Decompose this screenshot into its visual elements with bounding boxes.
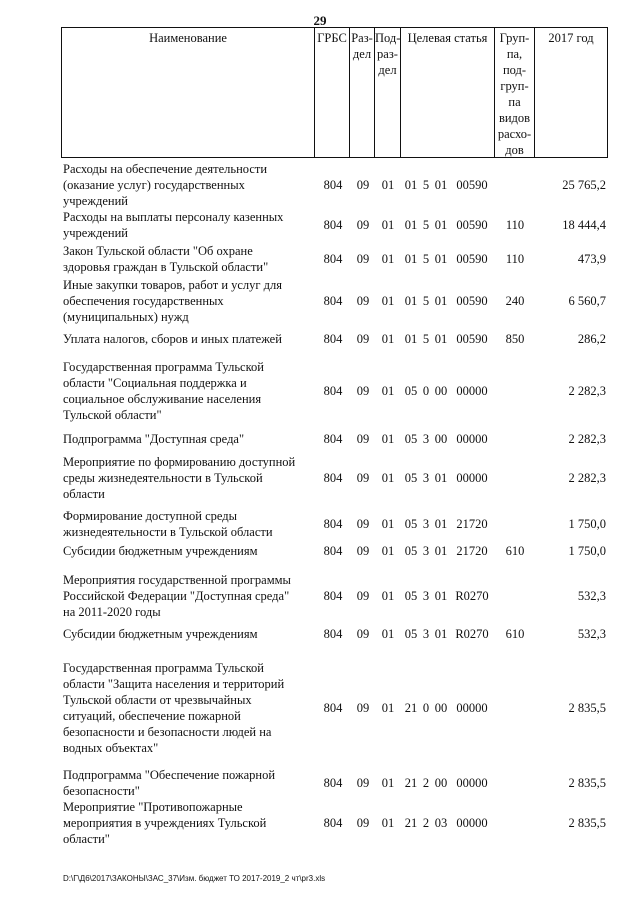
target-direction-cell: R0270 (455, 589, 489, 603)
target-program-cell: 05 (404, 517, 418, 531)
target-subprogram-cell: 3 (422, 589, 430, 603)
target-direction-cell: 00590 (456, 218, 488, 232)
target-subprogram-cell: 5 (422, 178, 430, 192)
target-direction-cell: 00000 (456, 816, 488, 830)
item-name (63, 543, 315, 559)
razdel-cell: 09 (356, 178, 370, 192)
target-program-cell: 21 (404, 776, 418, 790)
grbs-cell: 804 (323, 776, 343, 790)
item-name-line: мероприятия в учреждениях Тульской (63, 816, 267, 830)
target-program-cell: 05 (404, 627, 418, 641)
target-direction-cell: 00590 (456, 294, 488, 308)
target-subprogram-cell: 5 (422, 294, 430, 308)
table-row (0, 209, 640, 241)
item-name-line: Мероприятие "Противопожарные (63, 800, 243, 814)
target-subprogram-cell: 5 (422, 218, 430, 232)
table-row (0, 359, 640, 423)
target-direction-cell: 00590 (456, 332, 488, 346)
razdel-cell: 09 (356, 544, 370, 558)
razdel-cell: 09 (356, 384, 370, 398)
item-name-line: области (63, 487, 105, 501)
razdel-cell: 09 (356, 432, 370, 446)
item-name (63, 209, 315, 241)
amount-cell: 1 750,0 (568, 517, 606, 531)
item-name-line: обеспечения государственных (63, 294, 224, 308)
target-event-cell: 01 (434, 332, 448, 346)
expense-type-cell: 110 (505, 252, 525, 266)
table-row (0, 277, 640, 325)
target-event-cell: 01 (434, 589, 448, 603)
amount-cell: 532,3 (577, 627, 606, 641)
table-row (0, 767, 640, 799)
grbs-cell: 804 (323, 816, 343, 830)
razdel-cell: 09 (356, 776, 370, 790)
target-event-cell: 01 (434, 252, 448, 266)
item-name-line: Тульской области" (63, 408, 162, 422)
amount-cell: 6 560,7 (568, 294, 606, 308)
podrazdel-cell: 01 (381, 432, 395, 446)
item-name-line: области" (63, 832, 110, 846)
page-number: 29 (313, 13, 327, 28)
amount-cell: 2 282,3 (568, 432, 606, 446)
header-podrazdel (375, 27, 401, 158)
razdel-cell: 09 (356, 517, 370, 531)
target-direction-cell: 00000 (456, 471, 488, 485)
header-group-line: расхо- (497, 127, 532, 141)
podrazdel-cell: 01 (381, 218, 395, 232)
amount-cell: 18 444,4 (562, 218, 606, 232)
grbs-cell: 804 (323, 544, 343, 558)
table-row (0, 572, 640, 620)
podrazdel-cell: 01 (381, 544, 395, 558)
table-row (0, 454, 640, 502)
header-target (401, 27, 495, 158)
table-row (0, 508, 640, 540)
podrazdel-cell: 01 (381, 701, 395, 715)
amount-cell: 286,2 (577, 332, 606, 346)
podrazdel-cell: 01 (381, 384, 395, 398)
item-name-line: Субсидии бюджетным учреждениям (63, 627, 258, 641)
item-name-line: безопасности" (63, 784, 140, 798)
header-group-line: дов (505, 143, 524, 157)
target-program-cell: 01 (404, 332, 418, 346)
item-name (63, 431, 315, 447)
grbs-cell: 804 (323, 294, 343, 308)
razdel-cell: 09 (356, 816, 370, 830)
item-name-line: жизнедеятельности в Тульской области (63, 525, 273, 539)
expense-type-cell: 110 (505, 218, 525, 232)
target-direction-cell: 00000 (456, 432, 488, 446)
target-event-cell: 01 (434, 178, 448, 192)
grbs-cell: 804 (323, 218, 343, 232)
target-subprogram-cell: 5 (422, 332, 430, 346)
target-subprogram-cell: 2 (422, 816, 430, 830)
item-name-line: области "Социальная поддержка и (63, 376, 247, 390)
item-name-line: Государственная программа Тульской (63, 661, 264, 675)
item-name-line: Формирование доступной среды (63, 509, 238, 523)
grbs-cell: 804 (323, 332, 343, 346)
podrazdel-cell: 01 (381, 627, 395, 641)
expense-type-cell: 850 (505, 332, 525, 346)
target-direction-cell: 00000 (456, 776, 488, 790)
expense-type-cell: 610 (505, 627, 525, 641)
target-event-cell: 01 (434, 218, 448, 232)
target-program-cell: 05 (404, 432, 418, 446)
target-subprogram-cell: 0 (422, 384, 430, 398)
grbs-cell: 804 (323, 471, 343, 485)
razdel-cell: 09 (356, 589, 370, 603)
target-subprogram-cell: 3 (422, 517, 430, 531)
amount-cell: 2 282,3 (568, 384, 606, 398)
grbs-cell: 804 (323, 384, 343, 398)
header-year (535, 27, 608, 158)
amount-cell: 473,9 (577, 252, 606, 266)
target-program-cell: 05 (404, 589, 418, 603)
target-event-cell: 01 (434, 544, 448, 558)
target-program-cell: 05 (404, 471, 418, 485)
item-name-line: Мероприятия государственной программы (63, 573, 291, 587)
podrazdel-cell: 01 (381, 332, 395, 346)
target-event-cell: 01 (434, 471, 448, 485)
header-grbs (315, 27, 350, 158)
item-name (63, 767, 315, 799)
target-direction-cell: 00000 (456, 701, 488, 715)
item-name (63, 660, 315, 756)
podrazdel-cell: 01 (381, 816, 395, 830)
item-name (63, 626, 315, 642)
item-name (63, 508, 315, 540)
target-program-cell: 01 (404, 252, 418, 266)
header-podrazdel-line: раз- (377, 47, 398, 61)
podrazdel-cell: 01 (381, 252, 395, 266)
podrazdel-cell: 01 (381, 178, 395, 192)
item-name (63, 243, 315, 275)
expense-type-cell: 240 (505, 294, 525, 308)
target-subprogram-cell: 3 (422, 432, 430, 446)
header-name (61, 27, 315, 158)
item-name-line: водных объектах" (63, 741, 159, 755)
header-year-label: 2017 год (548, 31, 594, 45)
header-group-line: па (508, 95, 521, 109)
item-name-line: Тульской области от чрезвычайных (63, 693, 252, 707)
header-grbs-label: ГРБС (317, 31, 347, 45)
item-name-line: учреждений (63, 226, 128, 240)
target-event-cell: 00 (434, 701, 448, 715)
file-path-footer: D:\Г\Д6\2017\ЗАКОНЫ\ЗАС_37\Изм. бюджет ТО 2017-2019_2 чт\pr3.xls (63, 874, 326, 883)
target-direction-cell: R0270 (455, 627, 489, 641)
podrazdel-cell: 01 (381, 517, 395, 531)
target-direction-cell: 00000 (456, 384, 488, 398)
razdel-cell: 09 (356, 627, 370, 641)
header-target-label: Целевая статья (407, 31, 488, 45)
razdel-cell: 09 (356, 252, 370, 266)
razdel-cell: 09 (356, 332, 370, 346)
item-name-line: на 2011-2020 годы (63, 605, 161, 619)
table-row (0, 660, 640, 756)
table-row (0, 543, 640, 559)
target-subprogram-cell: 3 (422, 544, 430, 558)
header-group-line: видов (498, 111, 531, 125)
target-program-cell: 01 (404, 294, 418, 308)
podrazdel-cell: 01 (381, 471, 395, 485)
grbs-cell: 804 (323, 178, 343, 192)
item-name-line: Расходы на выплаты персоналу казенных (63, 210, 284, 224)
item-name-line: ситуаций, обеспечение пожарной (63, 709, 241, 723)
header-group-line: под- (502, 63, 527, 77)
razdel-cell: 09 (356, 471, 370, 485)
item-name (63, 799, 315, 847)
item-name-line: Субсидии бюджетным учреждениям (63, 544, 258, 558)
target-program-cell: 21 (404, 816, 418, 830)
header-podrazdel-line: Под- (375, 31, 401, 45)
razdel-cell: 09 (356, 294, 370, 308)
target-event-cell: 00 (434, 432, 448, 446)
target-direction-cell: 21720 (456, 544, 488, 558)
grbs-cell: 804 (323, 432, 343, 446)
razdel-cell: 09 (356, 218, 370, 232)
target-subprogram-cell: 5 (422, 252, 430, 266)
target-program-cell: 01 (404, 178, 418, 192)
target-event-cell: 00 (434, 384, 448, 398)
item-name-line: Подпрограмма "Доступная среда" (63, 432, 245, 446)
item-name (63, 454, 315, 502)
target-direction-cell: 21720 (456, 517, 488, 531)
item-name (63, 331, 315, 347)
podrazdel-cell: 01 (381, 589, 395, 603)
item-name-line: Мероприятие по формированию доступной (63, 455, 296, 469)
grbs-cell: 804 (323, 627, 343, 641)
header-podrazdel-line: дел (378, 63, 397, 77)
target-event-cell: 03 (434, 816, 448, 830)
target-subprogram-cell: 3 (422, 627, 430, 641)
item-name-line: среды жизнедеятельности в Тульской (63, 471, 263, 485)
item-name-line: Уплата налогов, сборов и иных платежей (63, 332, 282, 346)
table-row (0, 431, 640, 447)
item-name (63, 161, 315, 209)
target-event-cell: 00 (434, 776, 448, 790)
expense-type-cell: 610 (505, 544, 525, 558)
target-direction-cell: 00590 (456, 178, 488, 192)
item-name-line: Подпрограмма "Обеспечение пожарной (63, 768, 276, 782)
target-program-cell: 21 (404, 701, 418, 715)
target-event-cell: 01 (434, 294, 448, 308)
item-name-line: безопасности и безопасности людей на (63, 725, 272, 739)
table-row (0, 161, 640, 209)
item-name-line: здоровья граждан в Тульской области" (63, 260, 269, 274)
item-name-line: Государственная программа Тульской (63, 360, 264, 374)
item-name-line: Закон Тульской области "Об охране (63, 244, 253, 258)
razdel-cell: 09 (356, 701, 370, 715)
header-group (495, 27, 535, 158)
item-name (63, 572, 315, 620)
item-name-line: социальное обслуживание населения (63, 392, 262, 406)
item-name-line: (оказание услуг) государственных (63, 178, 245, 192)
target-subprogram-cell: 0 (422, 701, 430, 715)
grbs-cell: 804 (323, 589, 343, 603)
table-row (0, 331, 640, 347)
target-program-cell: 01 (404, 218, 418, 232)
target-program-cell: 05 (404, 384, 418, 398)
target-event-cell: 01 (434, 517, 448, 531)
header-razdel-line: Раз- (351, 31, 373, 45)
target-subprogram-cell: 3 (422, 471, 430, 485)
grbs-cell: 804 (323, 701, 343, 715)
header-name-label: Наименование (149, 31, 227, 45)
amount-cell: 25 765,2 (562, 178, 606, 192)
item-name (63, 277, 315, 325)
item-name-line: Иные закупки товаров, работ и услуг для (63, 278, 283, 292)
table-row (0, 243, 640, 275)
amount-cell: 532,3 (577, 589, 606, 603)
table-row (0, 799, 640, 847)
header-group-line: па, (506, 47, 523, 61)
podrazdel-cell: 01 (381, 776, 395, 790)
podrazdel-cell: 01 (381, 294, 395, 308)
target-direction-cell: 00590 (456, 252, 488, 266)
amount-cell: 1 750,0 (568, 544, 606, 558)
amount-cell: 2 835,5 (568, 776, 606, 790)
item-name-line: Российской Федерации "Доступная среда" (63, 589, 290, 603)
amount-cell: 2 282,3 (568, 471, 606, 485)
header-razdel (350, 27, 375, 158)
target-event-cell: 01 (434, 627, 448, 641)
item-name-line: области "Защита населения и территорий (63, 677, 285, 691)
item-name-line: (муниципальных) нужд (63, 310, 189, 324)
item-name-line: Расходы на обеспечение деятельности (63, 162, 268, 176)
grbs-cell: 804 (323, 517, 343, 531)
item-name (63, 359, 315, 423)
header-group-line: груп- (500, 79, 529, 93)
amount-cell: 2 835,5 (568, 701, 606, 715)
target-subprogram-cell: 2 (422, 776, 430, 790)
grbs-cell: 804 (323, 252, 343, 266)
amount-cell: 2 835,5 (568, 816, 606, 830)
target-program-cell: 05 (404, 544, 418, 558)
header-group-line: Груп- (499, 31, 530, 45)
table-row (0, 626, 640, 642)
header-razdel-line: дел (352, 47, 372, 61)
item-name-line: учреждений (63, 194, 128, 208)
